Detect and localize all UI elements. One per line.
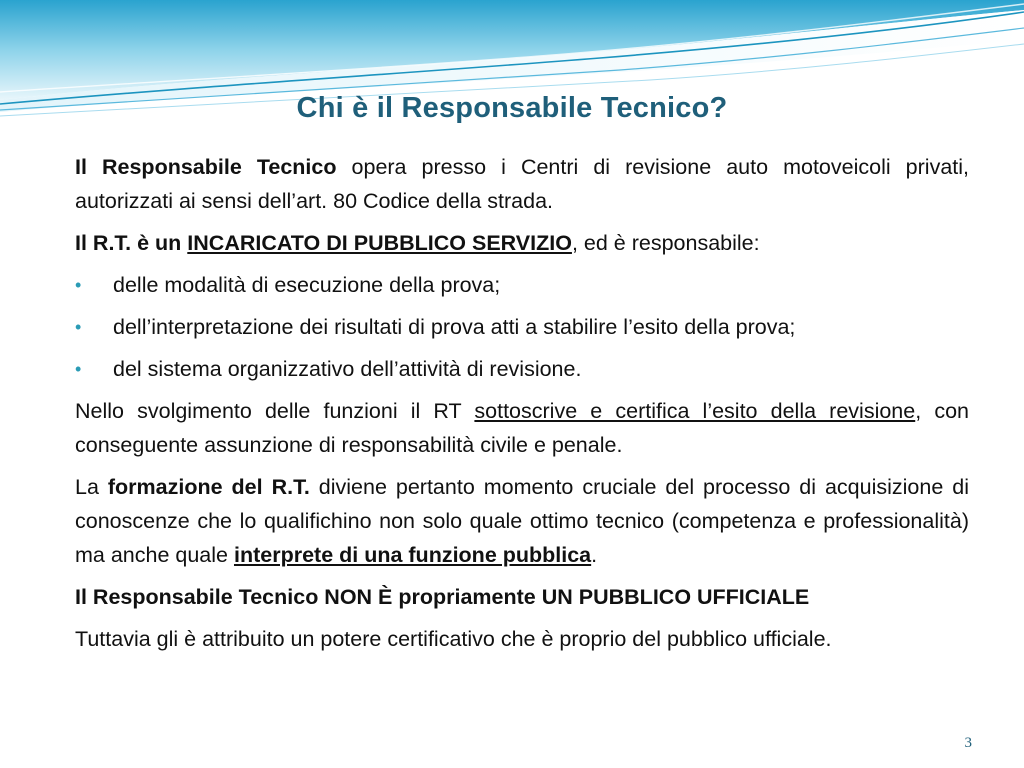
definition-bold: Il Responsabile Tecnico xyxy=(75,155,337,179)
paragraph-not-public-official xyxy=(75,580,969,614)
responsibility-role: INCARICATO DI PUBBLICO SERVIZIO xyxy=(187,231,572,255)
definition-text: opera presso i Centri di revisione auto motoveicoli privati, autorizzati ai sensi dell’art. 80 Codice della strada. xyxy=(75,155,969,213)
paragraph-training xyxy=(75,470,969,572)
list-item xyxy=(75,310,969,344)
page-number: 3 xyxy=(964,735,972,751)
training-lead: La xyxy=(75,475,108,499)
certifying-power-text: Tuttavia gli è attribuito un potere certificativo che è proprio del pubblico ufficiale. xyxy=(75,627,832,651)
training-text: diviene pertanto momento cruciale del processo di acquisizione di conoscenze che lo qualifichino non solo quale ottimo tecnico (competenza e professionalità) ma anche quale xyxy=(75,475,970,567)
training-bold: formazione del R.T. xyxy=(107,475,310,499)
training-role: interprete di una funzione pubblica xyxy=(233,543,592,567)
list-item-text: delle modalità di esecuzione della prova; xyxy=(113,273,501,297)
paragraph-certifying-power xyxy=(75,622,969,656)
responsibility-lead: Il R.T. è un xyxy=(75,231,188,255)
not-public-official-text: Il Responsabile Tecnico NON È propriamente UN PUBBLICO UFFICIALE xyxy=(75,585,810,609)
slide-title: Chi è il Responsabile Tecnico? xyxy=(296,92,728,124)
paragraph-certification xyxy=(75,394,969,462)
slide-body xyxy=(75,150,969,664)
certification-lead: Nello svolgimento delle funzioni il RT xyxy=(75,399,475,423)
paragraph-responsibility xyxy=(75,226,969,260)
list-item-text: del sistema organizzativo dell’attività di revisione. xyxy=(113,357,582,381)
training-end: . xyxy=(591,543,598,567)
certification-text: , con conseguente assunzione di responsabilità civile e penale. xyxy=(75,399,969,457)
certification-underlined: sottoscrive e certifica l’esito della revisione xyxy=(474,399,916,423)
bullet-icon: • xyxy=(75,275,82,295)
list-item-text: dell’interpretazione dei risultati di prova atti a stabilire l’esito della prova; xyxy=(113,315,796,339)
bullet-icon: • xyxy=(75,359,82,379)
bullet-icon: • xyxy=(75,317,82,337)
list-item xyxy=(75,268,969,302)
list-item xyxy=(75,352,969,386)
responsibility-text: , ed è responsabile: xyxy=(571,231,760,255)
paragraph-definition xyxy=(75,150,969,218)
